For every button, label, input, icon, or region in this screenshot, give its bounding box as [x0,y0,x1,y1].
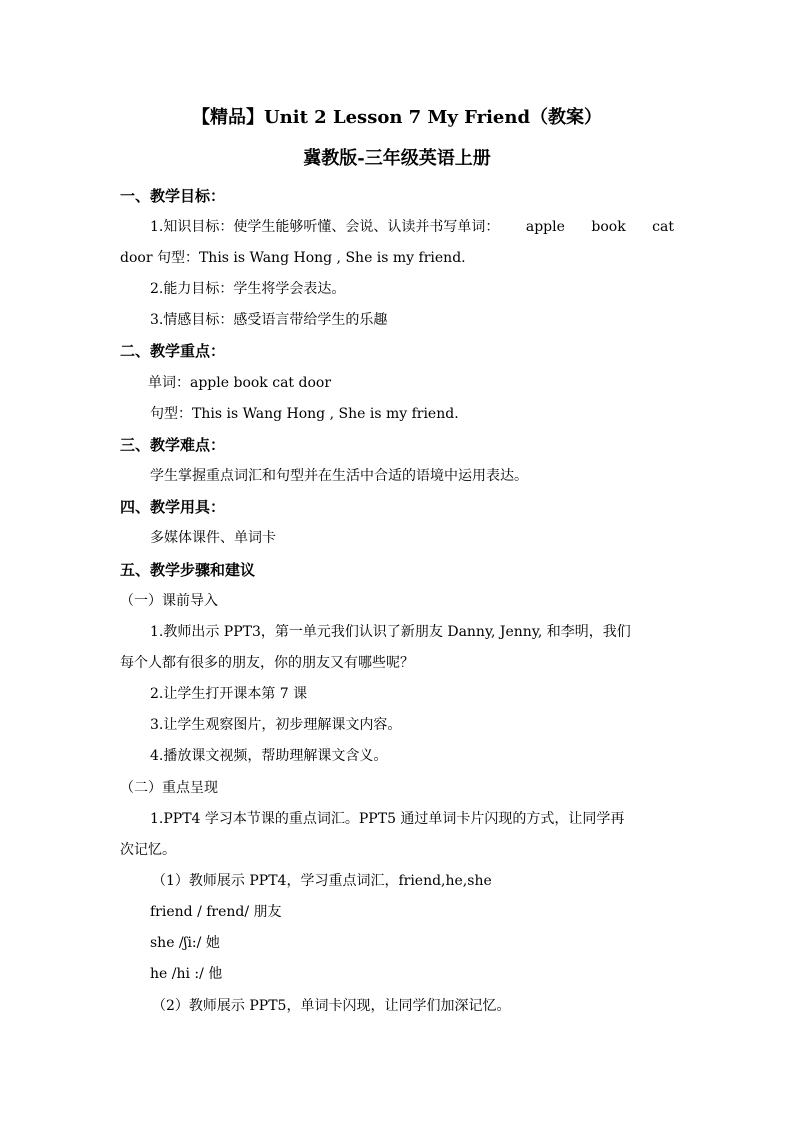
step-1-line1: 1.教师出示 PPT3，第一单元我们认识了新朋友 Danny, Jenny, 和李明，我们 [150,624,631,640]
step-1-line2: 每个人都有很多的朋友，你的朋友又有哪些呢？ [120,655,414,671]
vocab-friend: friend / frend/ 朋友 [150,904,282,920]
vocab-she: she /ʃi:/ 她 [150,935,220,951]
presentation-sub-1: （1）教师展示 PPT4，学习重点词汇，friend,he,she [152,873,492,889]
document-title: 【精品】Unit 2 Lesson 7 My Friend（教案） [191,107,603,128]
key-words: 单词：apple book cat door [148,375,332,391]
section-heading-key-points: 二、教学重点： [120,342,226,360]
step-3: 3.让学生观察图片，初步理解课文内容。 [150,717,402,733]
objective-emotion: 3.情感目标：感受语言带给学生的乐趣 [150,312,388,328]
objective-knowledge-line2: door 句型：This is Wang Hong , She is my friend. [120,250,466,266]
section-heading-steps: 五、教学步骤和建议 [120,561,256,579]
section-heading-tools: 四、教学用具： [120,498,226,516]
presentation-1-line2: 次记忆。 [120,842,176,858]
document-subtitle: 冀教版-三年级英语上册 [303,148,491,169]
section-heading-objectives: 一、教学目标： [120,187,226,205]
subheading-presentation: （二）重点呈现 [120,780,218,796]
presentation-1-line1: 1.PPT4 学习本节课的重点词汇。PPT5 通过单词卡片闪现的方式，让同学再 [150,811,625,827]
difficulty-text: 学生掌握重点词汇和句型并在生活中合适的语境中运用表达。 [150,468,528,484]
step-2: 2.让学生打开课本第 7 课 [150,686,308,702]
word-book: book [591,219,626,235]
presentation-sub-2: （2）教师展示 PPT5，单词卡闪现，让同学们加深记忆。 [152,998,511,1014]
section-heading-difficulties: 三、教学难点： [120,436,226,454]
objective-knowledge-line1 [150,217,674,237]
key-sentence: 句型：This is Wang Hong , She is my friend. [150,406,459,422]
word-cat: cat [652,219,674,235]
subheading-lead-in: （一）课前导入 [120,593,218,609]
vocab-he: he /hi :/ 他 [150,966,223,982]
objective-ability: 2.能力目标：学生将学会表达。 [150,281,346,297]
objective-knowledge-text: 1.知识目标：使学生能够听懂、会说、认读并书写单词： [150,219,500,235]
step-4: 4.播放课文视频，帮助理解课文含义。 [150,748,388,764]
tools-text: 多媒体课件、单词卡 [150,530,276,546]
word-apple: apple [525,219,565,235]
